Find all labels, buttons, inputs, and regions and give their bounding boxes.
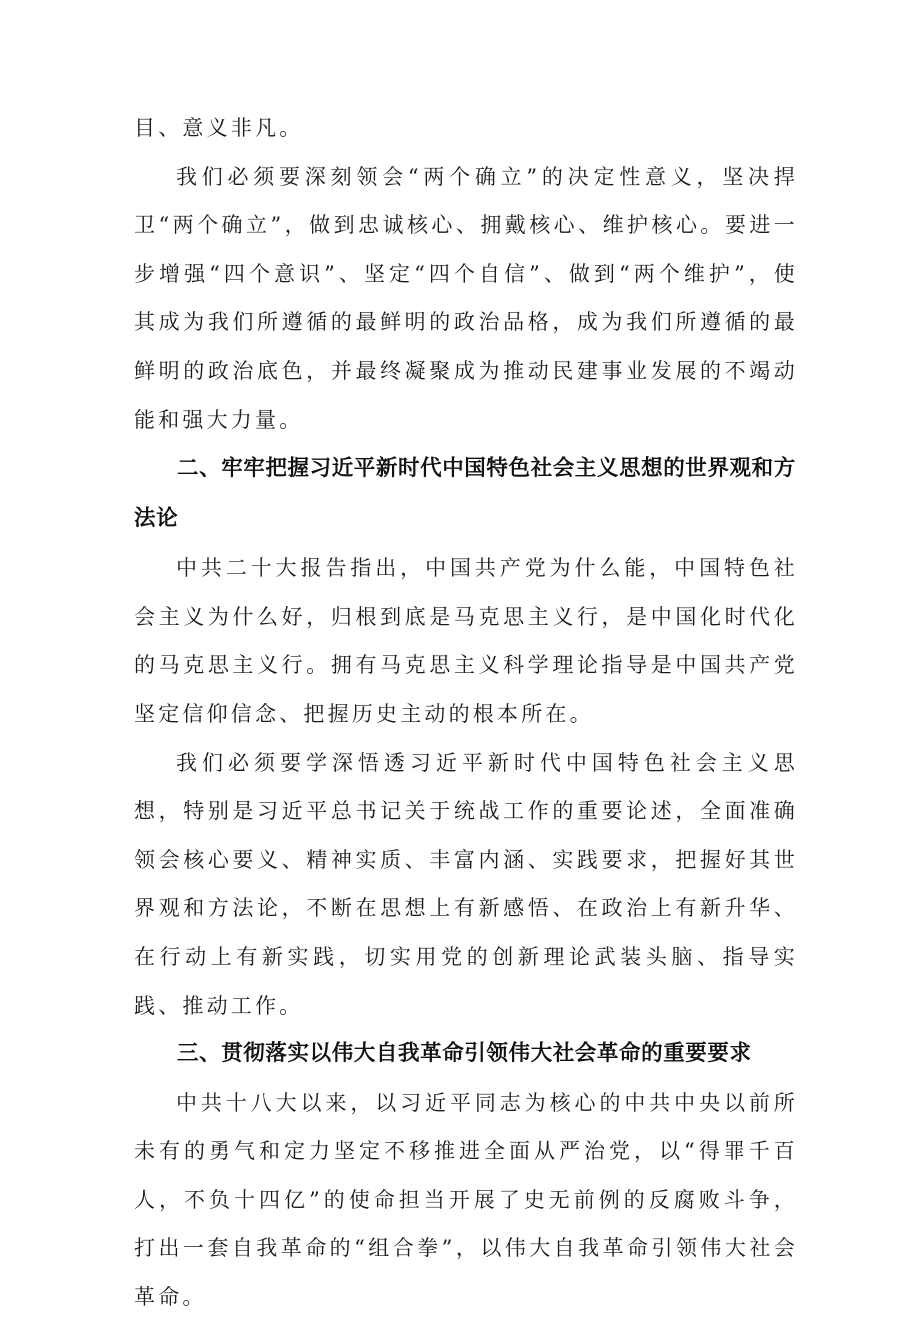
paragraph-continuation: 目、意义非凡。 [134, 116, 304, 140]
paragraph-study-thought: 我们必须要学深悟透习近平新时代中国特色社会主义思想，特别是习近平总书记关于统战工作的重要论述，全面准确领会核心要义、精神实质、丰富内涵、实践要求，把握好其世界观和方法论，不断在思想上有新感悟、在政治上有新升华、在行动上有新实践，切实用党的创新理论武装头脑、指导实践、推动工作。 [134, 750, 798, 1018]
paragraph-self-revolution: 中共十八大以来，以习近平同志为核心的中共中央以前所未有的勇气和定力坚定不移推进全面从严治党，以“得罪千百人，不负十四亿”的使命担当开展了史无前例的反腐败斗争，打出一套自我革命的“组合拳”，以伟大自我革命引领伟大社会革命。 [134, 1090, 798, 1310]
paragraph-two-establishments: 我们必须要深刻领会“两个确立”的决定性意义，坚决捍卫“两个确立”，做到忠诚核心、拥戴核心、维护核心。要进一步增强“四个意识”、坚定“四个自信”、做到“两个维护”，使其成为我们所遵循的最鲜明的政治品格，成为我们所遵循的最鲜明的政治底色，并最终凝聚成为推动民建事业发展的不竭动能和强大力量。 [134, 164, 798, 432]
paragraph-twentieth-congress-report: 中共二十大报告指出，中国共产党为什么能，中国特色社会主义为什么好，归根到底是马克思主义行，是中国化时代化的马克思主义行。拥有马克思主义科学理论指导是中国共产党坚定信仰信念、把握历史主动的根本所在。 [134, 556, 798, 726]
section-heading-three: 三、贯彻落实以伟大自我革命引领伟大社会革命的重要要求 [177, 1041, 752, 1067]
section-heading-two: 二、牢牢把握习近平新时代中国特色社会主义思想的世界观和方法论 [134, 456, 796, 532]
document-body [134, 104, 798, 1322]
